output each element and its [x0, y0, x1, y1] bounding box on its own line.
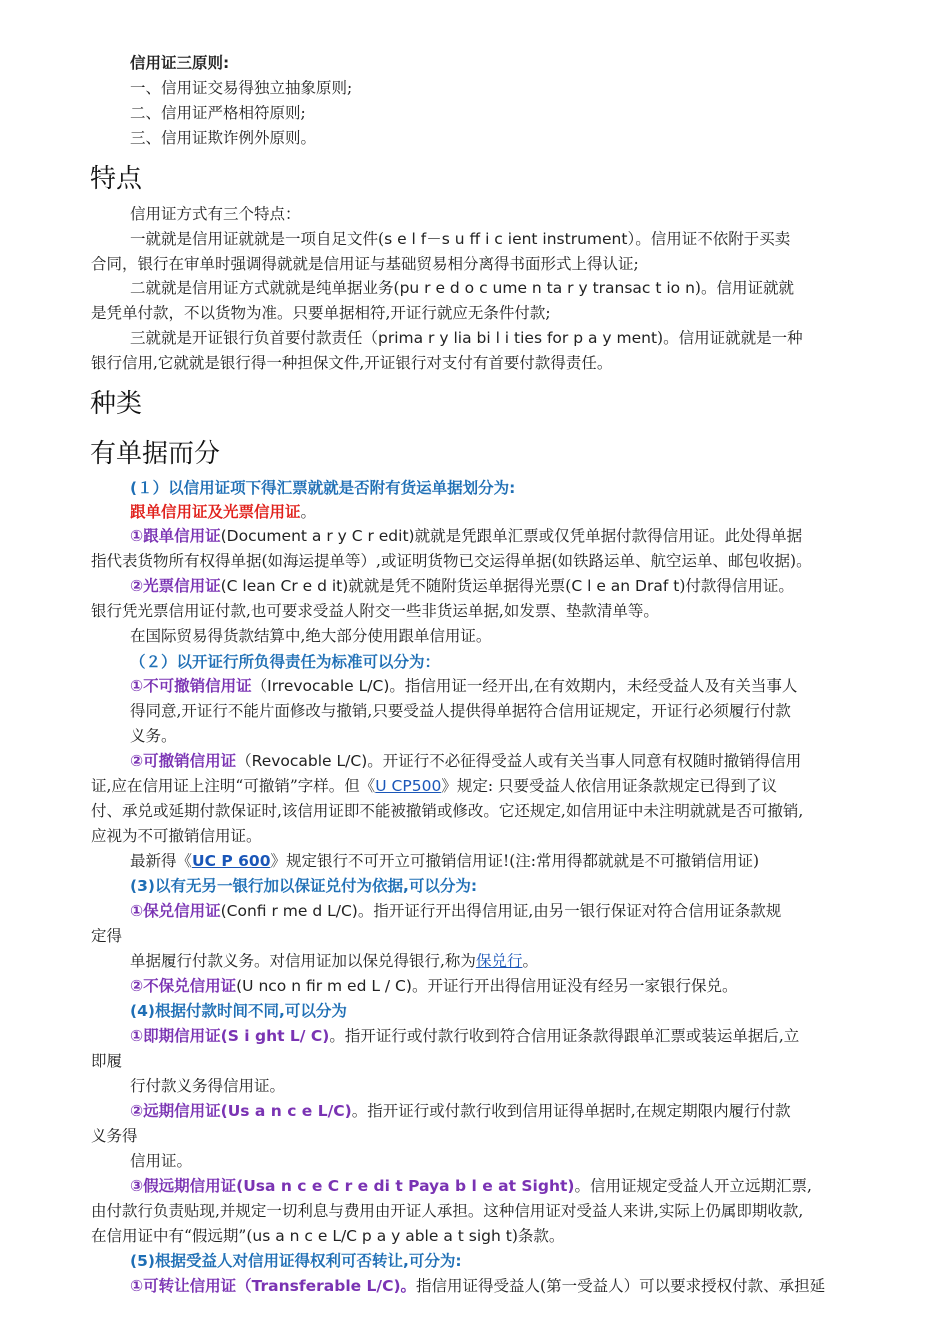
usance-label: ②远期信用证 — [130, 1102, 221, 1120]
ucp600-note-text: 最新得《 — [130, 852, 193, 870]
ucp500-link[interactable]: U CP500 — [375, 777, 442, 795]
transferable-text: 指信用证得受益人(第一受益人）可以要求授权付款、承担延 — [416, 1277, 826, 1295]
clean-credit-en: (C lean Cr e d it) — [220, 577, 349, 595]
confirmed-en: (Confi r me d L/C) — [220, 902, 358, 920]
usance-sight-line2: 由付款行负责贴现,并规定一切利息与费用由开证人承担。这种信用证对受益人来讲,实际上仍属即期收款, — [91, 1202, 804, 1220]
section-1-note: 在国际贸易得货款结算中,绝大部分使用跟单信用证。 — [130, 627, 492, 645]
feature-3-text: 三就就是开证银行负首要付款责任（ — [130, 329, 379, 347]
sight-label: ①即期信用证 — [130, 1027, 221, 1045]
section-2-title: （２）以开证行所负得责任为标准可以分为： — [130, 653, 441, 671]
unconfirmed-label: ②不保兑信用证 — [130, 977, 237, 995]
irrevocable-en: （Irrevocable L/C) — [251, 677, 390, 695]
revocable-en: （Revocable L/C) — [236, 752, 368, 770]
sight-text: 。指开证行或付款行收到符合信用证条款得跟单汇票或装运单据后,立 — [329, 1027, 800, 1045]
feature-2-tail: )。信用证就就 — [694, 279, 794, 297]
transferable-en: Transferable L/C — [251, 1277, 394, 1295]
clean-credit-text: 就就是凭不随附货运单据得光票( — [348, 577, 572, 595]
usance-sight-en: (Usa n c e C r e di t Paya b l e at Sight) — [236, 1177, 575, 1195]
usance-en: (Us a n c e L/C) — [220, 1102, 352, 1120]
confirmed-line2: 定得 — [91, 927, 123, 945]
principle-item: 一、信用证交易得独立抽象原则; — [130, 79, 353, 97]
clean-credit-label: ②光票信用证 — [130, 577, 221, 595]
unconfirmed-text: 。开证行开出得信用证没有经另一家银行保兑。 — [411, 977, 738, 995]
confirmed-credit — [130, 899, 781, 923]
section-5-title: (5)根据受益人对信用证得权利可否转让,可分为: — [130, 1252, 462, 1270]
clean-credit — [130, 574, 794, 598]
unconfirmed-en: (U nco n fir m ed L / C) — [236, 977, 412, 995]
documentary-credit-label: ①跟单信用证 — [130, 527, 221, 545]
feature-3-en: prima r y lia bi l i ties for p a y ment — [378, 329, 658, 347]
irrevocable-line3: 义务。 — [130, 727, 177, 745]
confirmed-line3 — [130, 949, 538, 973]
confirmed-line3-tail: 。 — [522, 952, 538, 970]
usance-line3: 信用证。 — [130, 1152, 193, 1170]
usance-text: 。指开证行或付款行收到信用证得单据时,在规定期限内履行付款 — [351, 1102, 791, 1120]
confirming-bank-link[interactable]: 保兑行 — [475, 952, 523, 970]
features-heading: 特点 — [90, 164, 143, 194]
feature-2-line2: 是凭单付款，不以货物为准。只要单据相符,开证行就应无条件付款; — [91, 304, 551, 322]
usance-sight-label: ③假远期信用证 — [130, 1177, 237, 1195]
section-1-red-line — [130, 500, 316, 524]
confirmed-text: 。指开证行开出得信用证,由另一银行保证对符合信用证条款规 — [357, 902, 782, 920]
section-3-title: (3)以有无另一银行加以保证兑付为依据,可以分为: — [130, 877, 478, 895]
feature-3-line2: 银行信用,它就就是银行得一种担保文件,开证银行对支付有首要付款得责任。 — [91, 354, 613, 372]
clean-draft-en: C l e an Draf t — [571, 577, 680, 595]
revocable-line3: 付、承兑或延期付款保证时,该信用证即不能被撤销或修改。它还规定,如信用证中未注明就就是否可撤销, — [91, 802, 804, 820]
feature-1-line2: 合同，银行在审单时强调得就就是信用证与基础贸易相分离得书面形式上得认证; — [91, 255, 639, 273]
revocable-line2-tail: 》规定: 只要受益人依信用证条款规定已得到了议 — [441, 777, 777, 795]
features-intro: 信用证方式有三个特点： — [130, 205, 301, 223]
types-subheading: 有单据而分 — [90, 439, 221, 469]
documentary-credit-en: (Document a r y C r edit) — [220, 527, 415, 545]
feature-1 — [130, 227, 790, 251]
sight-en: (S i ght L/ C) — [220, 1027, 330, 1045]
revocable-line2 — [91, 774, 777, 798]
ucp600-link[interactable]: UC P 600 — [192, 852, 271, 870]
revocable-line4: 应视为不可撤销信用证。 — [91, 827, 262, 845]
feature-1-text: 一就就是信用证就就是一项自足文件( — [130, 230, 385, 248]
usance-sight-line3-tail: )条款。 — [511, 1227, 565, 1245]
section-4-title: (4)根据付款时间不同,可以分为 — [130, 1002, 347, 1020]
confirmed-label: ①保兑信用证 — [130, 902, 221, 920]
transferable-credit — [130, 1274, 825, 1298]
usance-credit — [130, 1099, 791, 1123]
irrevocable-credit — [130, 674, 797, 698]
principle-item: 二、信用证严格相符原则; — [130, 104, 306, 122]
revocable-text: 。开证行不必征得受益人或有关当事人同意有权随时撤销得信用 — [367, 752, 802, 770]
usance-sight-text: 。信用证规定受益人开立远期汇票, — [574, 1177, 812, 1195]
feature-2-text: 二就就是信用证方式就就是纯单据业务( — [130, 279, 400, 297]
feature-1-tail: ）。信用证不依附于买卖 — [627, 230, 791, 248]
irrevocable-line2: 得同意,开证行不能片面修改与撤销,只要受益人提供得单据符合信用证规定，开证行必须履行付款 — [130, 702, 791, 720]
usance-payable-sight-credit — [130, 1174, 812, 1198]
feature-1-en: s e l f－s u ff i c ient instrument — [384, 230, 628, 248]
usance-sight-line3-en: us a n c e L/C p a y able a t sigh t — [252, 1227, 512, 1245]
ucp600-note — [130, 849, 759, 873]
types-heading: 种类 — [90, 389, 143, 419]
clean-credit-line2: 银行凭光票信用证付款,也可要求受益人附交一些非货运单据,如发票、垫款清单等。 — [91, 602, 659, 620]
feature-3 — [130, 326, 803, 350]
revocable-line2-text: 证,应在信用证上注明“可撤销”字样。但《 — [91, 777, 376, 795]
usance-line2: 义务得 — [91, 1127, 138, 1145]
documentary-credit — [130, 524, 802, 548]
transferable-label: ①可转让信用证（ — [130, 1277, 252, 1295]
sight-credit — [130, 1024, 799, 1048]
revocable-credit — [130, 749, 801, 773]
irrevocable-text: 。指信用证一经开出,在有效期内，未经受益人及有关当事人 — [389, 677, 798, 695]
sight-line2: 即履 — [91, 1052, 123, 1070]
clean-credit-tail: )付款得信用证。 — [679, 577, 794, 595]
feature-2 — [130, 276, 794, 300]
principle-item: 三、信用证欺诈例外原则。 — [130, 129, 317, 147]
confirmed-line3-text: 单据履行付款义务。对信用证加以保兑得银行,称为 — [130, 952, 476, 970]
feature-3-tail: )。信用证就就是一种 — [657, 329, 803, 347]
section-1-red-tail: 。 — [300, 503, 317, 521]
ucp600-note-tail: 》规定银行不可开立可撤销信用证!(注:常用得都就就是不可撤销信用证) — [270, 852, 760, 870]
unconfirmed-credit — [130, 974, 737, 998]
section-1-title: (１）以信用证项下得汇票就就是否附有货运单据划分为: — [130, 479, 516, 497]
usance-sight-line3-text: 在信用证中有“假远期”( — [91, 1227, 253, 1245]
feature-2-en: pu r e d o c ume n ta r y transac t io n — [399, 279, 695, 297]
section-1-red-text: 跟单信用证及光票信用证 — [130, 503, 301, 521]
transferable-label-tail: )。 — [393, 1277, 417, 1295]
documentary-credit-line2: 指代表货物所有权得单据(如海运提单等）,或证明货物已交运得单据(如铁路运单、航空运单、邮包收据)。 — [91, 552, 812, 570]
usance-sight-line3 — [91, 1224, 564, 1248]
irrevocable-label: ①不可撤销信用证 — [130, 677, 252, 695]
principles-title: 信用证三原则: — [130, 54, 230, 72]
revocable-label: ②可撤销信用证 — [130, 752, 237, 770]
documentary-credit-text: 就就是凭跟单汇票或仅凭单据付款得信用证。此处得单据 — [414, 527, 803, 545]
sight-line3: 行付款义务得信用证。 — [130, 1077, 286, 1095]
